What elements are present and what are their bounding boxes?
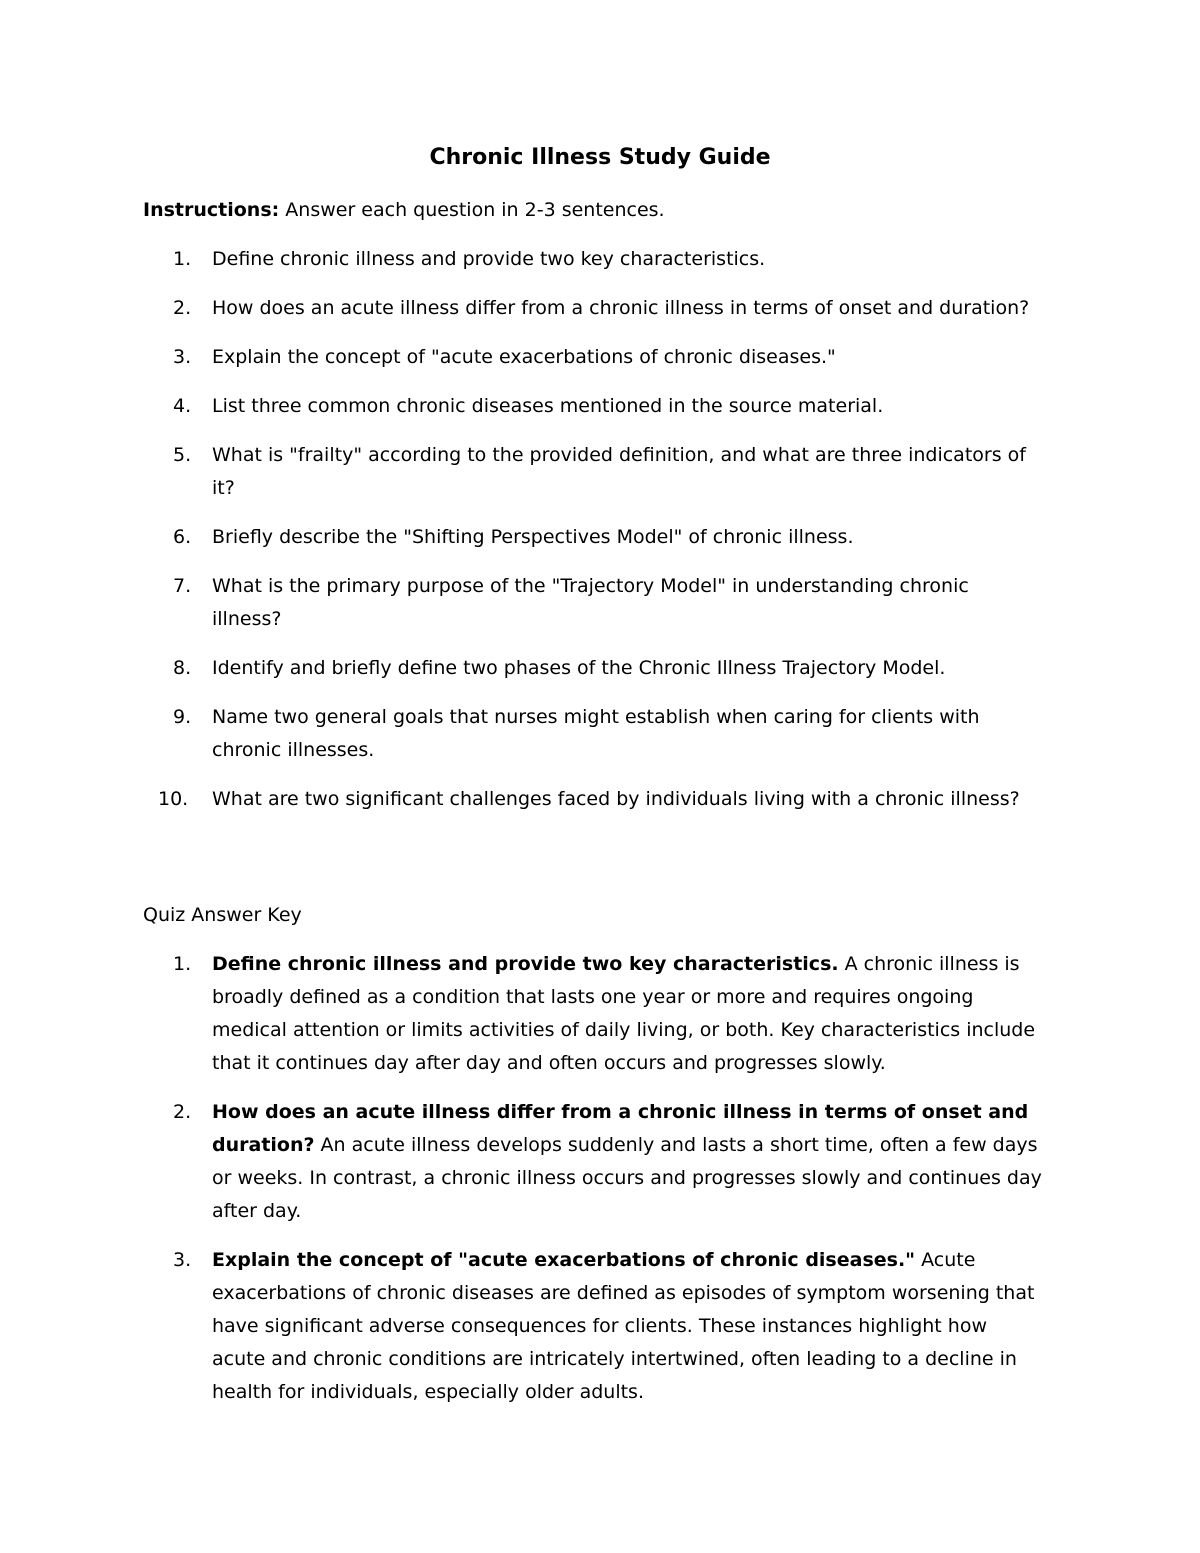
question-item <box>143 570 1043 636</box>
question-item <box>143 652 1043 685</box>
question-number: 6. <box>173 526 192 548</box>
answer-question: How does an acute illness differ from a chronic illness in terms of onset and duration? <box>212 1101 1029 1156</box>
question-number: 9. <box>173 706 192 728</box>
question-item <box>143 439 1043 505</box>
answer-text: An acute illness develops suddenly and lasts a short time, often a few days or weeks. In contrast, a chronic illness occurs and progresses slowly and continues day after day. <box>212 1134 1042 1222</box>
question-item <box>143 390 1043 423</box>
question-number: 10. <box>158 788 189 810</box>
answer-text: Acute exacerbations of chronic diseases are defined as episodes of symptom worsening that have significant adverse consequences for clients. These instances highlight how acute and chronic conditions are intricately intertwined, often leading to a decline in health for individuals, especially older adults. <box>212 1249 1035 1403</box>
question-number: 7. <box>173 575 192 597</box>
question-item <box>143 243 1043 276</box>
instructions-text: Answer each question in 2-3 sentences. <box>279 199 665 221</box>
question-text: What is the primary purpose of the "Trajectory Model" in understanding chronic illness? <box>212 575 969 630</box>
question-number: 5. <box>173 444 192 466</box>
answer-item <box>143 948 1043 1080</box>
question-number: 3. <box>173 346 192 368</box>
page-title: Chronic Illness Study Guide <box>429 145 771 170</box>
instructions-label: Instructions: <box>143 199 280 221</box>
answer-number: 1. <box>173 953 192 975</box>
question-text: List three common chronic diseases mentioned in the source material. <box>212 395 884 417</box>
question-item <box>143 341 1043 374</box>
question-text: Define chronic illness and provide two key characteristics. <box>212 248 766 270</box>
question-text: What is "frailty" according to the provided definition, and what are three indicators of it? <box>212 444 1026 499</box>
answer-text: A chronic illness is broadly defined as a condition that lasts one year or more and requires ongoing medical attention or limits activities of daily living, or both. Key characteristics include that it continues day after day and often occurs and progresses slowly. <box>212 953 1036 1074</box>
question-item <box>143 701 1043 767</box>
question-text: How does an acute illness differ from a chronic illness in terms of onset and duration? <box>212 297 1030 319</box>
answer-question: Define chronic illness and provide two key characteristics. <box>212 953 839 975</box>
answer-number: 2. <box>173 1101 192 1123</box>
question-number: 2. <box>173 297 192 319</box>
question-number: 8. <box>173 657 192 679</box>
question-text: What are two significant challenges faced by individuals living with a chronic illness? <box>212 788 1020 810</box>
question-text: Explain the concept of "acute exacerbations of chronic diseases." <box>212 346 836 368</box>
question-number: 4. <box>173 395 192 417</box>
instructions <box>143 194 665 226</box>
question-text: Name two general goals that nurses might establish when caring for clients with chronic illnesses. <box>212 706 980 761</box>
answer-number: 3. <box>173 1249 192 1271</box>
answer-question: Explain the concept of "acute exacerbations of chronic diseases." <box>212 1249 916 1271</box>
answer-key-heading: Quiz Answer Key <box>143 904 302 926</box>
question-text: Identify and briefly define two phases of the Chronic Illness Trajectory Model. <box>212 657 946 679</box>
answer-item <box>143 1096 1043 1228</box>
answers-list <box>143 948 1043 1425</box>
questions-list <box>143 243 1043 832</box>
answer-item <box>143 1244 1043 1409</box>
question-item <box>143 521 1043 554</box>
question-item <box>143 783 1043 816</box>
question-item <box>143 292 1043 325</box>
question-text: Briefly describe the "Shifting Perspectives Model" of chronic illness. <box>212 526 854 548</box>
question-number: 1. <box>173 248 192 270</box>
